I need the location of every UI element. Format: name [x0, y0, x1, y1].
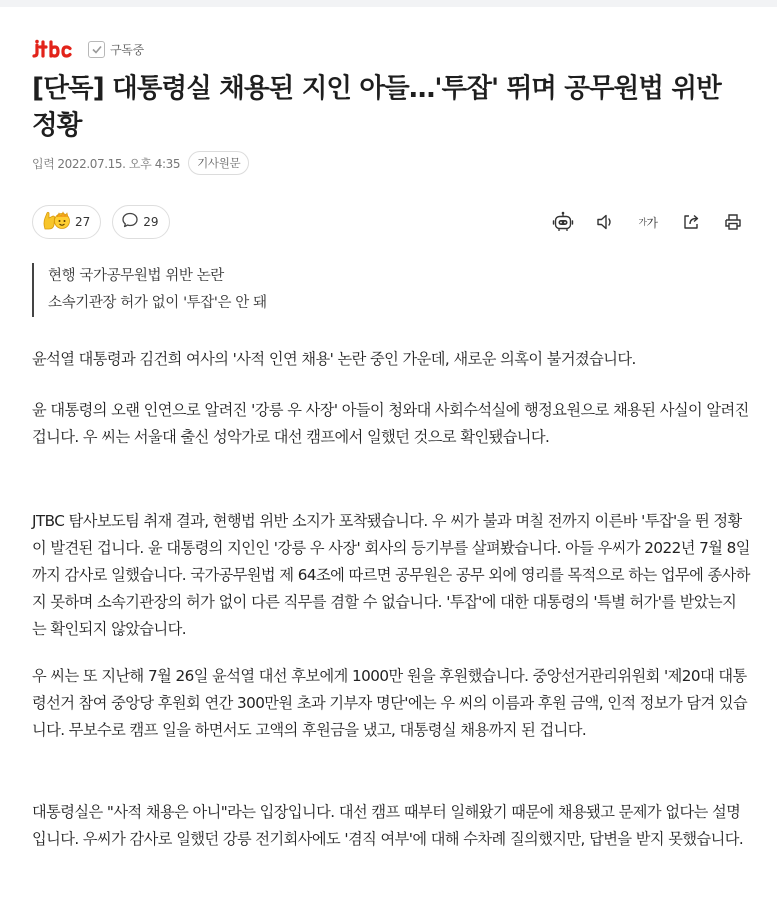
body-paragraph: 우 씨는 또 지난해 7월 26일 윤석열 대선 후보에게 1000만 원을 후원했습니다. 중앙선거관리위원회 '제20대 대통령선거 참여 중앙당 후원회 연간 300만원 초과 기부자 명단'에는 우 씨의 이름과 후원 금액, 인적 정보가 담겨 있습니다. 무보수로 캠프 일을 하면서도 고액의 후원금을 냈고, 대통령실 채용까지 된 겁니다.: [32, 667, 748, 739]
comment-button[interactable]: [112, 205, 169, 239]
speaker-icon[interactable]: [594, 211, 616, 233]
original-article-link[interactable]: 기사원문: [188, 151, 249, 175]
summary-line: 소속기관장 허가 없이 '투잡'은 안 돼: [48, 295, 267, 311]
subscribe-label: 구독중: [110, 42, 144, 57]
body-paragraph: JTBC 탐사보도팀 취재 결과, 현행법 위반 소지가 포착됐습니다. 우 씨가 불과 며칠 전까지 이른바 '투잡'을 뛴 정황이 발견된 겁니다. 윤 대통령의 지인인 '강릉 우 사장' 회사의 등기부를 살펴봤습니다. 아들 우씨가 2022년 7월 8일까지 감사로 일했습니다. 국가공무원법 제 64조에 따르면 공무원은 공무 외에 영리를 목적으로 하는 업무에 종사하지 못하며 소속기관장의 허가 없이 다른 직무를 겸할 수 없습니다. '투잡'에 대한 대통령의 '특별 허가'를 받았는지는 확인되지 않았습니다.: [32, 512, 750, 638]
press-logo[interactable]: [32, 38, 74, 60]
publish-date: 2022.07.15. 오후 4:35: [57, 156, 181, 171]
jtbc-logo-icon: [32, 39, 74, 59]
press-header: [32, 36, 144, 62]
reaction-button[interactable]: [32, 205, 101, 239]
print-icon[interactable]: [722, 211, 744, 233]
font-size-small-glyph: 가: [638, 218, 647, 228]
comment-icon: [121, 211, 139, 233]
body-paragraph: 윤석열 대통령과 김건희 여사의 '사적 인연 채용' 논란 중인 가운데, 새로운 의혹이 불거졌습니다.: [32, 350, 636, 368]
article-summary: [32, 263, 267, 317]
summary-line: 현행 국가공무원법 위반 논란: [48, 268, 224, 284]
reaction-count: 27: [75, 215, 91, 229]
share-icon[interactable]: [680, 211, 702, 233]
article-meta: [32, 150, 249, 176]
reaction-emoji-icon: [41, 209, 71, 235]
input-label: 입력: [32, 156, 55, 171]
body-paragraph: 윤 대통령의 오랜 인연으로 알려진 '강릉 우 사장' 아들이 청와대 사회수석실에 행정요원으로 채용된 사실이 알려진 겁니다. 우 씨는 서울대 출신 성악가로 대선 캠프에서 일했던 것으로 확인됐습니다.: [32, 401, 749, 446]
checkmark-icon: [88, 41, 105, 58]
body-paragraph: 대통령실은 "사적 채용은 아니"라는 입장입니다. 대선 캠프 때부터 일해왔기 때문에 채용됐고 문제가 없다는 설명입니다. 우씨가 감사로 일했던 강릉 전기회사에도 '겸직 여부'에 대해 수차례 질의했지만, 답변을 받지 못했습니다.: [32, 803, 744, 848]
font-size-icon[interactable]: [636, 211, 660, 233]
article-tools: [532, 211, 744, 233]
article-headline: [단독] 대통령실 채용된 지인 아들…'투잡' 뛰며 공무원법 위반 정황: [32, 73, 721, 141]
summary-bot-icon[interactable]: [552, 211, 574, 233]
subscribe-button[interactable]: [88, 41, 144, 58]
top-strip: [0, 0, 777, 7]
action-bar: [32, 204, 744, 240]
font-size-large-glyph: 가: [646, 215, 658, 230]
comment-count: 29: [143, 215, 159, 229]
